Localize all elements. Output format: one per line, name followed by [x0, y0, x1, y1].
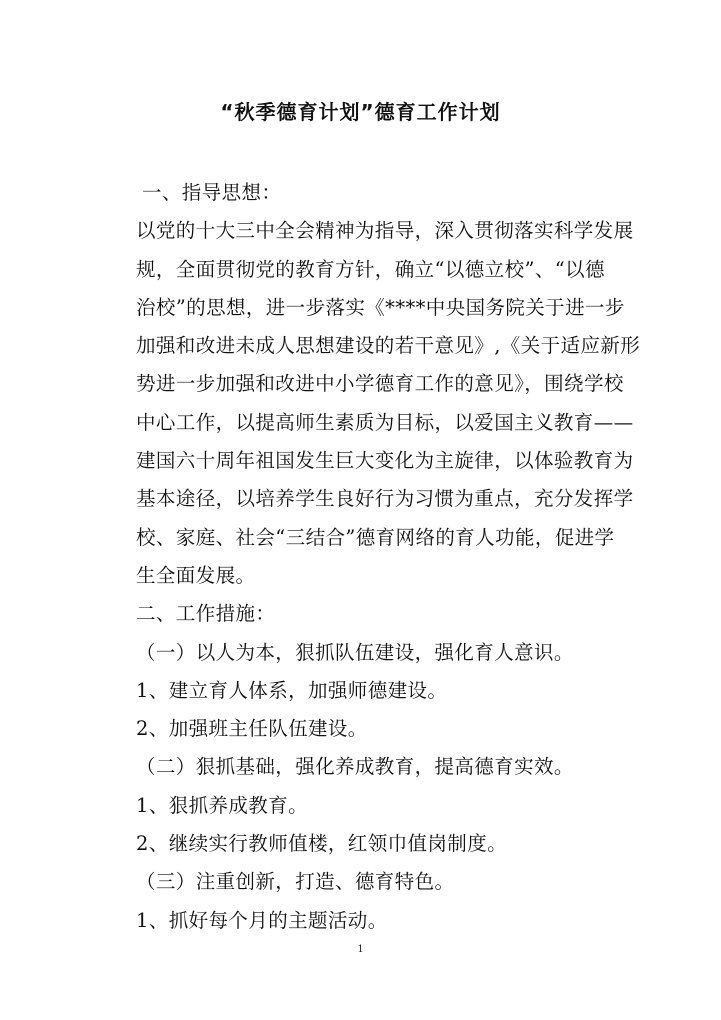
- page-number: 1: [357, 944, 364, 955]
- list-item: 1、抓好每个月的主题活动。: [136, 908, 388, 932]
- section-heading-work-measures: 二、工作措施：: [136, 602, 276, 626]
- section-heading-guiding-ideology: 一、指导思想：: [142, 181, 282, 204]
- subheading-line: （一）以人为本，狠抓队伍建设，强化育人意识。: [136, 640, 574, 664]
- list-item: 1、建立育人体系，加强师德建设。: [136, 678, 448, 702]
- paragraph-line: 校、家庭、社会“三结合”德育网络的育人功能，促进学: [136, 525, 615, 549]
- subheading-line: （三）注重创新，打造、德育特色。: [136, 870, 455, 894]
- paragraph-line: 生全面发展。: [136, 563, 256, 587]
- paragraph-line: 规，全面贯彻党的教育方针，确立“以德立校”、“以德: [136, 257, 605, 281]
- paragraph-line: 势进一步加强和改进中小学德育工作的意见》，围绕学校: [136, 372, 624, 396]
- paragraph-line: 基本途径，以培养学生良好行为习惯为重点，充分发挥学: [136, 487, 634, 511]
- paragraph-line: 建国六十周年祖国发生巨大变化为主旋律，以体验教育为: [136, 449, 634, 473]
- paragraph-line: 治校”的思想，进一步落实《****中央国务院关于进一步: [136, 295, 625, 319]
- document-body: [136, 174, 641, 940]
- paragraph-line: 中心工作，以提高师生素质为目标，以爱国主义教育——: [136, 410, 634, 434]
- document-title: “秋季德育计划”德育工作计划: [220, 100, 501, 124]
- list-item: 1、狠抓养成教育。: [136, 793, 309, 817]
- list-item: 2、继续实行教师值楼，红领巾值岗制度。: [136, 832, 508, 856]
- paragraph-line: 加强和改进未成人思想建设的若干意见》,《关于适应新形: [136, 334, 641, 358]
- list-item: 2、加强班主任队伍建设。: [136, 717, 368, 741]
- subheading-line: （二）狠抓基础，强化养成教育，提高德育实效。: [136, 755, 574, 779]
- paragraph-line: 以党的十大三中全会精神为指导，深入贯彻落实科学发展: [136, 219, 634, 243]
